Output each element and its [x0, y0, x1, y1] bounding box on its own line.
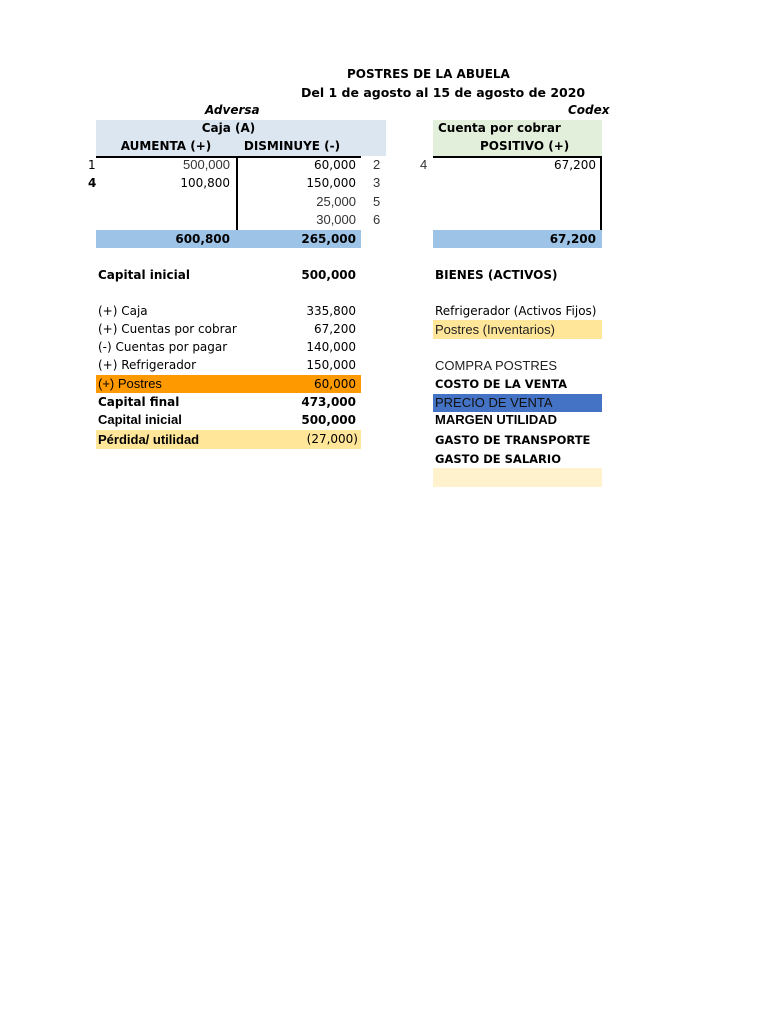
capital-final-value: 473,000 — [301, 395, 356, 409]
caja-ref: 6 — [373, 212, 381, 227]
caja-total-credit: 265,000 — [301, 232, 356, 246]
capital-item-label: (+) Postres — [98, 376, 162, 391]
caja-ref: 1 — [88, 158, 96, 172]
costo-venta-label: COSTO DE LA VENTA — [435, 377, 567, 391]
bienes-heading: BIENES (ACTIVOS) — [435, 268, 558, 282]
capital-item-value: 67,200 — [314, 322, 356, 336]
caja-credit: 25,000 — [316, 194, 356, 209]
capital-item-label: (-) Cuentas por pagar — [98, 340, 228, 354]
caja-credit: 60,000 — [314, 158, 356, 172]
caja-t-divider — [236, 156, 238, 230]
capital-item-value: 150,000 — [306, 358, 356, 372]
cxc-value: 67,200 — [554, 158, 596, 172]
tag-adversa: Adversa — [205, 103, 260, 117]
caja-credit: 150,000 — [306, 176, 356, 190]
capital-item-value: 140,000 — [306, 340, 356, 354]
caja-ref: 3 — [373, 175, 381, 190]
caja-total-debit: 600,800 — [175, 232, 230, 246]
caja-ref: 5 — [373, 194, 381, 209]
empty-highlight-cell — [433, 468, 602, 487]
capital-item-label: (+) Cuentas por cobrar — [98, 322, 237, 336]
sheet-title: POSTRES DE LA ABUELA — [347, 67, 510, 81]
caja-ref: 2 — [373, 157, 381, 172]
gasto-transporte-label: GASTO DE TRANSPORTE — [435, 433, 591, 447]
sheet-period: Del 1 de agosto al 15 de agosto de 2020 — [301, 85, 586, 100]
caja-title: Caja (A) — [201, 121, 256, 135]
caja-debit: 500,000 — [183, 157, 230, 172]
capital-item-value: 335,800 — [306, 304, 356, 318]
capital-final-label: Capital final — [98, 395, 180, 409]
cxc-col-positivo: POSITIVO (+) — [480, 139, 570, 153]
caja-col-disminuye: DISMINUYE (-) — [243, 139, 341, 153]
capital-initial-2-label: Capital inicial — [98, 412, 182, 427]
caja-ref: 4 — [88, 176, 97, 190]
caja-debit: 100,800 — [180, 176, 230, 190]
capital-item-label: (+) Refrigerador — [98, 358, 197, 372]
capital-initial-value: 500,000 — [301, 268, 356, 282]
gasto-salario-label: GASTO DE SALARIO — [435, 452, 561, 466]
caja-credit: 30,000 — [316, 212, 356, 227]
capital-item-label: (+) Caja — [98, 304, 148, 318]
cxc-total: 67,200 — [549, 232, 596, 246]
precio-venta-label: PRECIO DE VENTA — [435, 395, 553, 410]
cxc-ref: 4 — [420, 157, 428, 172]
refrigerador-label: Refrigerador (Activos Fijos) — [435, 304, 597, 318]
postres-inventarios-label: Postres (Inventarios) — [435, 322, 555, 337]
capital-item-value: 60,000 — [314, 377, 356, 391]
tag-codex: Codex — [568, 103, 610, 117]
result-value: (27,000) — [306, 432, 358, 446]
margen-utilidad-label: MARGEN UTILIDAD — [435, 412, 558, 427]
caja-col-aumenta: AUMENTA (+) — [120, 139, 212, 153]
result-label: Pérdida/ utilidad — [98, 432, 200, 447]
cxc-t-divider — [600, 156, 602, 230]
capital-initial-label: Capital inicial — [98, 268, 190, 282]
capital-initial-2-value: 500,000 — [301, 413, 356, 427]
cxc-title: Cuenta por cobrar — [438, 121, 561, 135]
compra-postres-label: COMPRA POSTRES — [435, 358, 558, 373]
